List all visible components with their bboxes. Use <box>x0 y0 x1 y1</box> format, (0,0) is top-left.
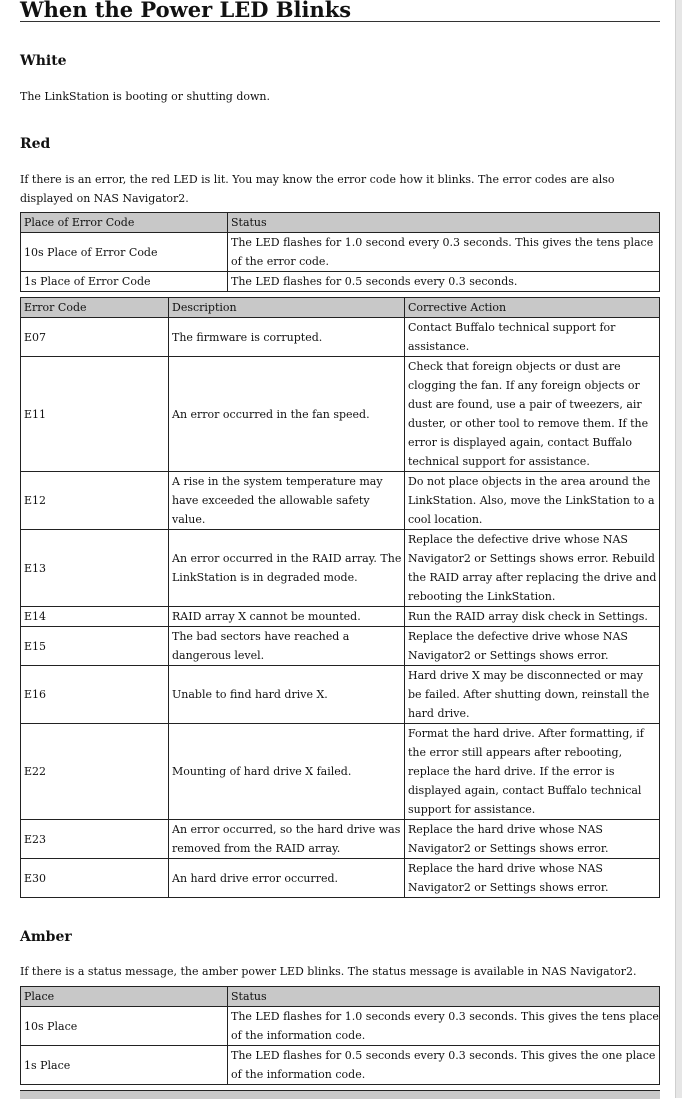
table-cell: Do not place objects in the area around the LinkStation. Also, move the LinkStation to a cool location. <box>405 472 660 530</box>
table-cell: E07 <box>21 318 169 357</box>
table-cell: Hard drive X may be disconnected or may be failed. After shutting down, reinstall the hard drive. <box>405 666 660 724</box>
table-cell: E16 <box>21 666 169 724</box>
table-row <box>21 357 660 472</box>
table-cell: An error occurred in the RAID array. The LinkStation is in degraded mode. <box>169 530 405 607</box>
table-cell: 10s Place <box>21 1007 228 1046</box>
table-cell: The LED flashes for 0.5 seconds every 0.3 seconds. <box>228 272 660 292</box>
table-row <box>21 627 660 666</box>
table-cell: 1s Place <box>21 1046 228 1085</box>
table-cell: The firmware is corrupted. <box>169 318 405 357</box>
table-cell: Check that foreign objects or dust are clogging the fan. If any foreign objects or dust are found, use a pair of tweezers, air duster, or other tool to remove them. If the error is displayed again, contact Buffalo technical support for assistance. <box>405 357 660 472</box>
table-row <box>21 607 660 627</box>
table-cell: An error occurred, so the hard drive was removed from the RAID array. <box>169 820 405 859</box>
table-cell: Replace the hard drive whose NAS Navigator2 or Settings shows error. <box>405 859 660 898</box>
table-header: Description <box>169 298 405 318</box>
table-row <box>21 724 660 820</box>
table-cell: Mounting of hard drive X failed. <box>169 724 405 820</box>
table-cell: The LED flashes for 1.0 second every 0.3 seconds. This gives the tens place of the error code. <box>228 233 660 272</box>
white-text: The LinkStation is booting or shutting down. <box>20 90 270 103</box>
document-page <box>20 0 660 1081</box>
amber-text: If there is a status message, the amber power LED blinks. The status message is available in NAS Navigator2. <box>20 965 637 978</box>
table-cell: 1s Place of Error Code <box>21 272 228 292</box>
error-code-table <box>20 297 660 898</box>
red-place-table <box>20 212 660 292</box>
red-heading: Red <box>20 136 51 152</box>
table-cell: Replace the hard drive whose NAS Navigator2 or Settings shows error. <box>405 820 660 859</box>
table-cell: A rise in the system temperature may have exceeded the allowable safety value. <box>169 472 405 530</box>
table-row <box>21 859 660 898</box>
table-header: Status <box>228 213 660 233</box>
table-cell: Replace the defective drive whose NAS Navigator2 or Settings shows error. <box>405 627 660 666</box>
table-header: Place <box>21 987 228 1007</box>
table-cell: Format the hard drive. After formatting, if the error still appears after rebooting, replace the hard drive. If the error is displayed again, contact Buffalo technical support for assistance. <box>405 724 660 820</box>
table-header: Place of Error Code <box>21 213 228 233</box>
amber-place-table <box>20 986 660 1085</box>
table-cell: E14 <box>21 607 169 627</box>
table-cell: E11 <box>21 357 169 472</box>
table-cell: Replace the defective drive whose NAS Navigator2 or Settings shows error. Rebuild the RAID array after replacing the drive and rebooting the LinkStation. <box>405 530 660 607</box>
table-cell: E22 <box>21 724 169 820</box>
table-cell: Contact Buffalo technical support for assistance. <box>405 318 660 357</box>
table-cell: E12 <box>21 472 169 530</box>
table-row <box>21 820 660 859</box>
table-cell: E13 <box>21 530 169 607</box>
table-cell: E15 <box>21 627 169 666</box>
table-cell: An error occurred in the fan speed. <box>169 357 405 472</box>
table-header: Corrective Action <box>405 298 660 318</box>
vertical-scrollbar[interactable] <box>675 0 682 1098</box>
table-header: Status <box>228 987 660 1007</box>
table-cell: Unable to find hard drive X. <box>169 666 405 724</box>
red-text: If there is an error, the red LED is lit. You may know the error code how it blinks. The error codes are also displayed on NAS Navigator2. <box>20 173 615 205</box>
table-cell: The LED flashes for 1.0 seconds every 0.3 seconds. This gives the tens place of the information code. <box>228 1007 660 1046</box>
table-header: Error Code <box>21 298 169 318</box>
table-row <box>21 530 660 607</box>
table-cell: An hard drive error occurred. <box>169 859 405 898</box>
table-cell: The bad sectors have reached a dangerous level. <box>169 627 405 666</box>
table-cell: Run the RAID array disk check in Settings. <box>405 607 660 627</box>
table-cell: RAID array X cannot be mounted. <box>169 607 405 627</box>
white-heading: White <box>20 53 67 69</box>
page-title: When the Power LED Blinks <box>20 0 660 22</box>
table-row <box>21 318 660 357</box>
table-cell: The LED flashes for 0.5 seconds every 0.3 seconds. This gives the one place of the information code. <box>228 1046 660 1085</box>
table-cell: 10s Place of Error Code <box>21 233 228 272</box>
table-cell: E23 <box>21 820 169 859</box>
amber-heading: Amber <box>20 929 72 945</box>
table-row <box>21 666 660 724</box>
table-row <box>21 472 660 530</box>
table-cell: E30 <box>21 859 169 898</box>
